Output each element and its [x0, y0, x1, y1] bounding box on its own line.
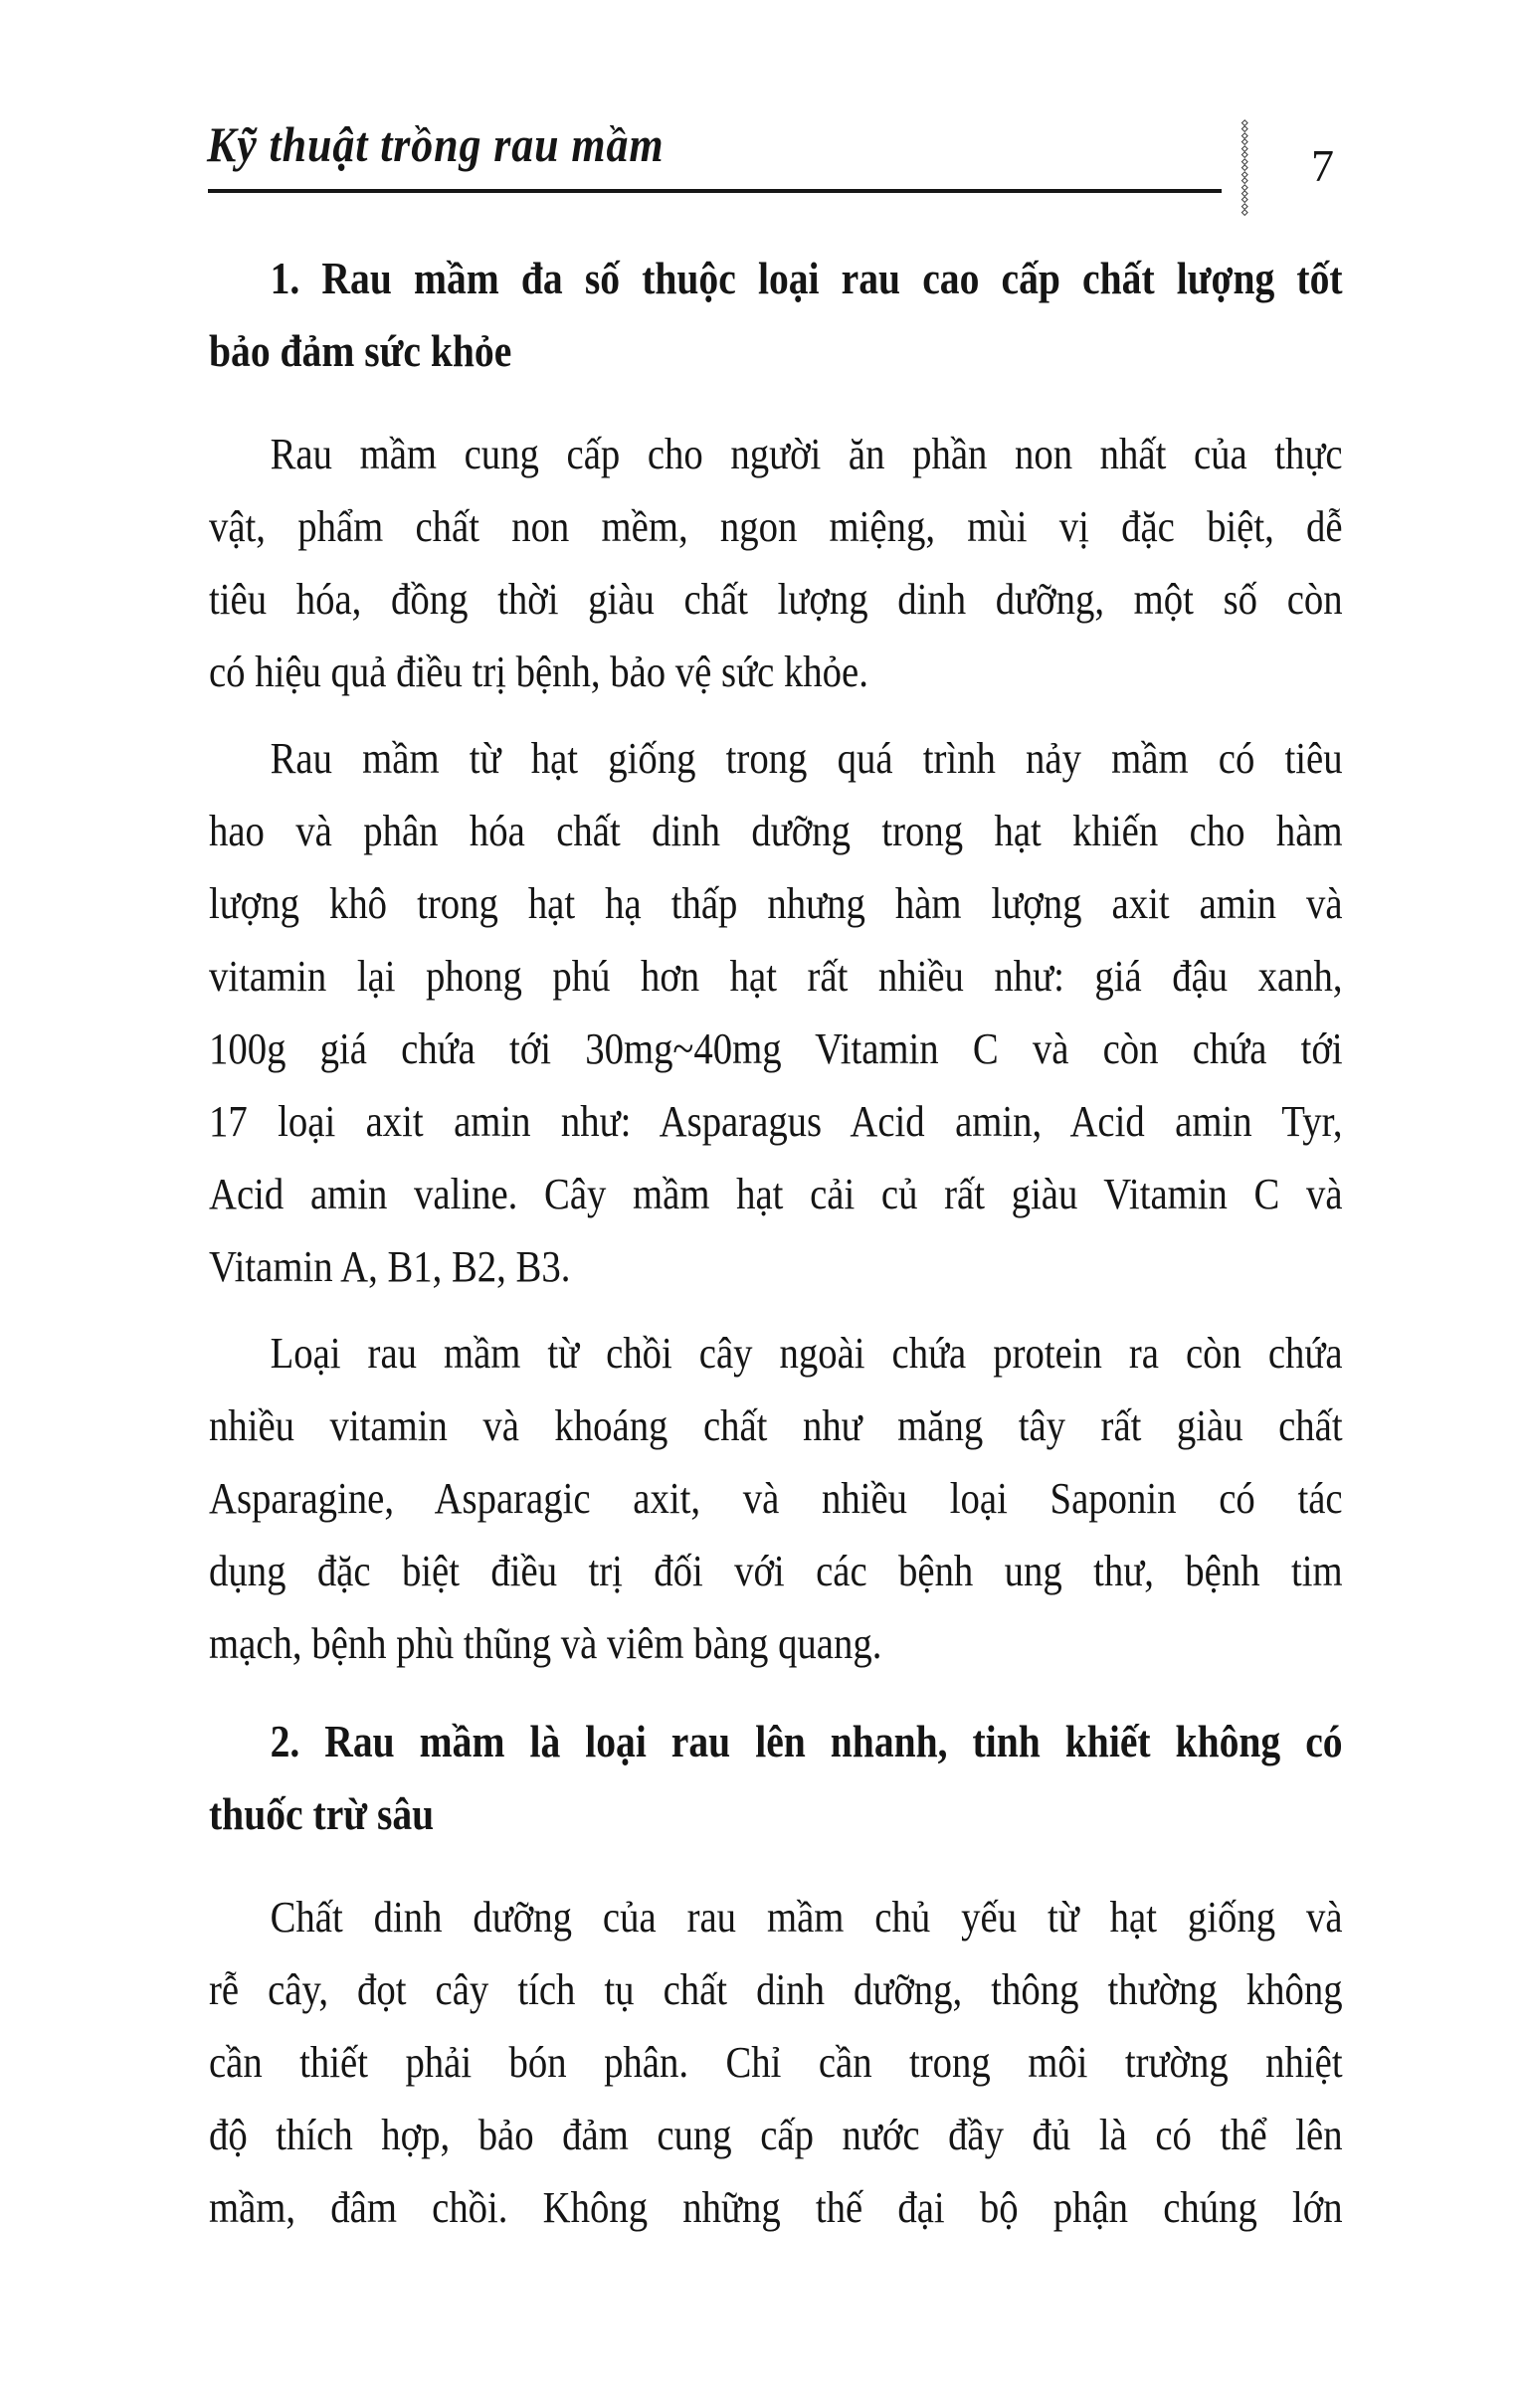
text-line: 2. Rau mầm là loại rau lên nhanh, tinh khiết không có [270, 1717, 1343, 1766]
section-heading [209, 243, 1343, 388]
text-line: 100g giá chứa tới 30mg~40mg Vitamin C và còn chứa tới [209, 1024, 1343, 1073]
text-line: rễ cây, đọt cây tích tụ chất dinh dưỡng, thông thường không [209, 1965, 1343, 2014]
section-heading [209, 1706, 1343, 1851]
body-paragraph [209, 722, 1343, 1303]
text-line: độ thích hợp, bảo đảm cung cấp nước đầy đủ là có thể lên [209, 2111, 1343, 2159]
text-line: bảo đảm sức khỏe [209, 326, 512, 376]
text-line: cần thiết phải bón phân. Chỉ cần trong môi trường nhiệt [209, 2038, 1343, 2087]
text-line: Chất dinh dưỡng của rau mầm chủ yếu từ hạt giống và [270, 1893, 1343, 1942]
text-line: thuốc trừ sâu [209, 1789, 435, 1839]
page-body [209, 243, 1343, 2244]
text-line: lượng khô trong hạt hạ thấp nhưng hàm lượng axit amin và [209, 879, 1343, 928]
text-line: có hiệu quả điều trị bệnh, bảo vệ sức khỏe. [209, 648, 868, 696]
text-line: Vitamin A, B1, B2, B3. [209, 1242, 571, 1291]
text-line: vitamin lại phong phú hơn hạt rất nhiều như: giá đậu xanh, [209, 952, 1343, 1001]
text-line: nhiều vitamin và khoáng chất như măng tây rất giàu chất [209, 1401, 1343, 1450]
body-paragraph [209, 1317, 1343, 1680]
diamond-dot-icon [1241, 209, 1247, 215]
body-paragraph [209, 418, 1343, 708]
text-line: dụng đặc biệt điều trị đối với các bệnh ung thư, bệnh tim [209, 1547, 1343, 1595]
diamond-dot-icon [1241, 151, 1247, 157]
diamond-dot-icon [1241, 177, 1247, 183]
text-line: 1. Rau mầm đa số thuộc loại rau cao cấp chất lượng tốt [270, 254, 1343, 303]
text-line: Acid amin valine. Cây mầm hạt cải củ rất giàu Vitamin C và [209, 1170, 1343, 1218]
text-line: tiêu hóa, đồng thời giàu chất lượng dinh dưỡng, một số còn [209, 575, 1343, 624]
running-title: Kỹ thuật trồng rau mầm [207, 116, 665, 172]
text-line: Asparagine, Asparagic axit, và nhiều loại Saponin có tác [209, 1474, 1343, 1523]
text-line: mầm, đâm chồi. Không những thế đại bộ phận chúng lớn [209, 2183, 1343, 2232]
text-line: mạch, bệnh phù thũng và viêm bàng quang. [209, 1619, 882, 1668]
text-line: Rau mầm từ hạt giống trong quá trình nảy mầm có tiêu [270, 734, 1343, 783]
text-line: vật, phẩm chất non mềm, ngon miệng, mùi vị đặc biệt, dễ [209, 502, 1343, 551]
page-number: 7 [1311, 140, 1334, 191]
diamond-dot-icon [1241, 164, 1247, 170]
header-underline [208, 189, 1222, 193]
body-paragraph [209, 1881, 1343, 2244]
text-line: Loại rau mầm từ chồi cây ngoài chứa protein ra còn chứa [270, 1329, 1343, 1378]
text-line: hao và phân hóa chất dinh dưỡng trong hạt khiến cho hàm [209, 807, 1343, 855]
dotted-divider-icon [1240, 120, 1249, 215]
text-line: Rau mầm cung cấp cho người ăn phần non nhất của thực [270, 430, 1343, 478]
text-line: 17 loại axit amin như: Asparagus Acid amin, Acid amin Tyr, [209, 1097, 1343, 1146]
